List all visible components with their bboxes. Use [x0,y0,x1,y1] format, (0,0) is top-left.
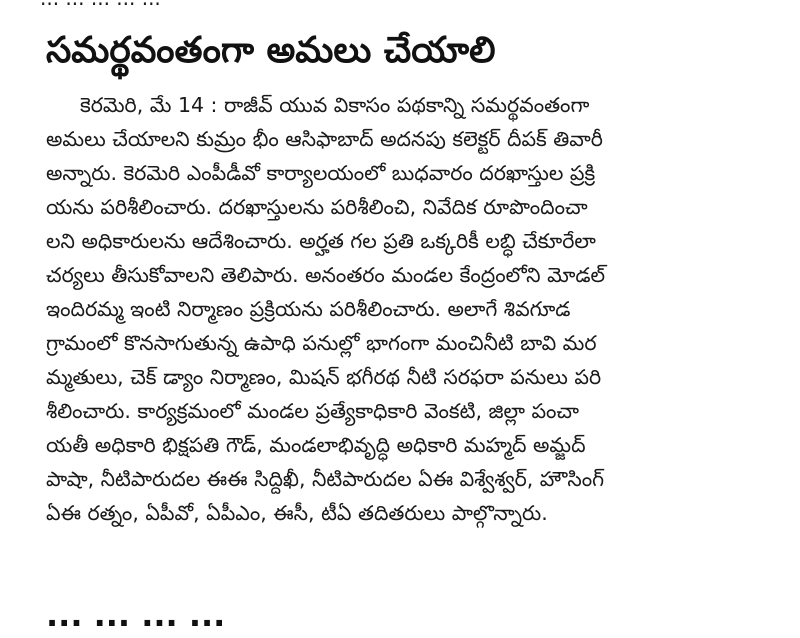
article-line: శీలించారు. కార్యక్రమంలో మండల ప్రత్యేకాధికారి వెంకటి, జిల్లా పంచా [46,399,580,423]
article-body [46,88,752,530]
article-headline: సమర్థవంతంగా అమలు చేయాలి [46,30,496,71]
article-line: యతీ అధికారి భిక్షపతి గౌడ్, మండలాభివృద్ధి అధికారి మహ్మద్ అమ్జద్ [46,433,586,457]
article-line: అమలు చేయాలని కుమ్రం భీం ఆసిఫాబాద్ అదనపు కలెక్టర్ దీపక్ తివారీ [46,127,603,151]
article-line: చర్యలు తీసుకోవాలని తెలిపారు. అనంతరం మండల కేంద్రంలోని మోడల్ [46,263,606,287]
article-line: లని అధికారులను ఆదేశించారు. అర్హత గల ప్రతి ఒక్కరికీ లబ్ధి చేకూరేలా [46,229,596,253]
article-line: ఏఈ రత్నం, ఏపీవో, ఏపీఎం, ఈసీ, టీఏ తదితరులు పాల్గొన్నారు. [46,501,548,525]
article-line: అన్నారు. కెరమెరి ఎంపీడీవో కార్యాలయంలో బుధవారం దరఖాస్తుల ప్రక్రి [46,161,596,185]
article-line: యను పరిశీలించారు. దరఖాస్తులను పరిశీలించి, నివేదిక రూపొందించా [46,195,588,219]
article-line: పాషా, నీటిపారుదల ఈఈ సిద్దిఖీ, నీటిపారుదల ఏఈ విశ్వేశ్వర్, హౌసింగ్ [46,467,605,491]
clipped-previous-line [40,0,740,10]
article-line: ఇందిరమ్మ ఇంటి నిర్మాణం ప్రక్రియను పరిశీలించారు. అలాగే శివగూడ [46,297,571,321]
next-headline-clipped: ... ... ... ... [46,596,226,634]
article-line: మ్మతులు, చెక్ డ్యాం నిర్మాణం, మిషన్ భగీరథ నీటి సరఫరా పనులు పరి [46,365,602,389]
article-line: గ్రామంలో కొనసాగుతున్న ఉపాధి పనుల్లో భాగంగా మంచినీటి బావి మర [46,331,597,355]
article-line: కెరమెరి, మే 14 : రాజీవ్ యువ వికాసం పథకాన్ని సమర్థవంతంగా [80,93,590,117]
